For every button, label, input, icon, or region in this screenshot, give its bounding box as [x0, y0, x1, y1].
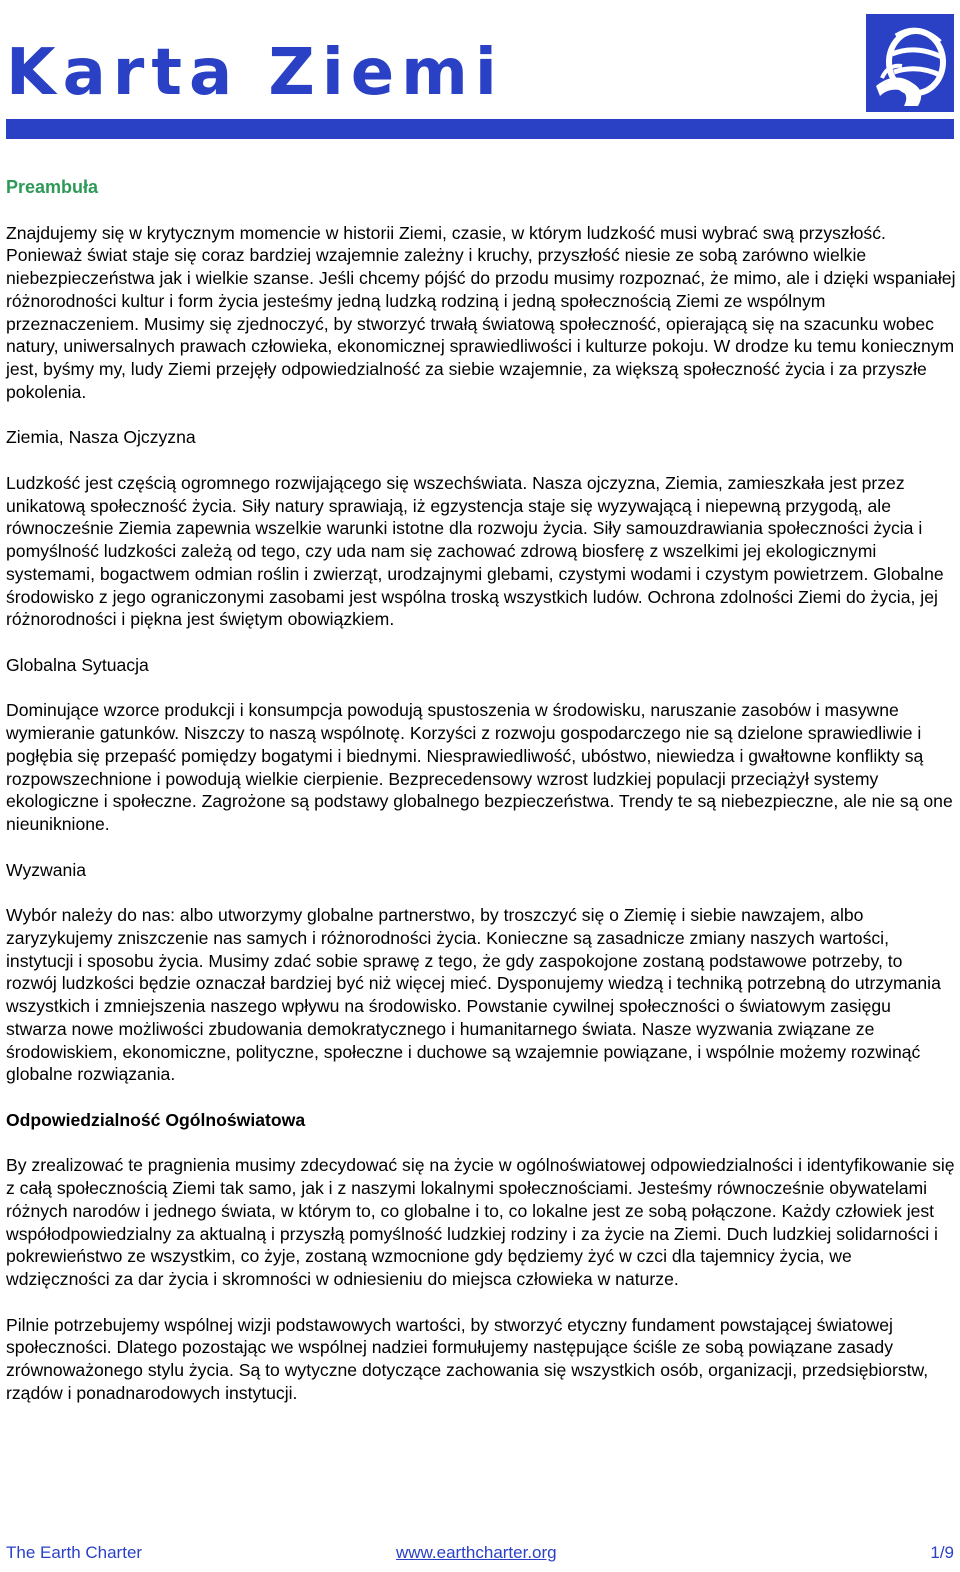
footer-website-link[interactable]: www.earthcharter.org [396, 1543, 557, 1562]
responsibility-paragraph-2: Pilnie potrzebujemy wspólnej wizji podstawowych wartości, by stworzyć etyczny fundament powstającej światowej społeczności. Dlatego pozostając we wspólnej nadziei formułujemy następujące ściśle ze sobą powiązane zasady zrównoważonego stylu życia. Są to wytyczne dotyczące zachowania się wszystkich osób, organizacji, przedsiębiorstw, rządów i ponadnarodowych instytucji. [6, 1314, 929, 1403]
preamble-paragraph: Znajdujemy się w krytycznym momencie w historii Ziemi, czasie, w którym ludzkość musi wybrać swą przyszłość. Ponieważ świat staje się coraz bardziej wzajemnie zależny i kruchy, przyszłość niesie ze sobą zarówno wielkie niebezpieczeństwa jak i wielkie szanse. Jeśli chcemy pójść do przodu musimy rozpoznać, że mimo, ale i dzięki wspaniałej różnorodności kultur i form życia jesteśmy jedną ludzką rodziną i jedną społecznością Ziemi ze wspólnym przeznaczeniem. Musimy się zjednoczyć, by stworzyć trwałą światową społeczność, opierającą się na szacunku wobec natury, uniwersalnych prawach człowieka, ekonomicznej sprawiedliwości i kulturze pokoju. W drodze ku temu koniecznym jest, byśmy my, ludy Ziemi przejęły odpowiedzialność za siebie wzajemnie, za większą społeczność życia i za przyszłe pokolenia. [6, 222, 956, 402]
footer-publisher: The Earth Charter [6, 1543, 143, 1562]
global-situation-heading: Globalna Sytuacja [6, 654, 149, 675]
preamble-heading: Preambuła [6, 177, 99, 197]
document-body [6, 176, 956, 1427]
global-situation-paragraph: Dominujące wzorce produkcji i konsumpcja powodują spustoszenia w środowisku, naruszanie zasobów i masywne wymieranie gatunków. Niszczy to naszą wspólnotę. Korzyści z rozwoju gospodarczego nie są dzielone sprawiedliwie i pogłębia się przepaść pomiędzy bogatymi i biednymi. Niesprawiedliwość, ubóstwo, niewiedza i gwałtowne konflikty są rozpowszechnione i powodują wielkie cierpienie. Bezprecedensowy wzrost ludzkiej populacji przeciążył systemy ekologiczne i społeczne. Zagrożone są podstawy globalnego bezpieczeństwa. Trendy te są niebezpieczne, ale nie są one nieuniknione. [6, 700, 953, 834]
challenges-heading: Wyzwania [6, 859, 87, 880]
responsibility-heading: Odpowiedzialność Ogólnoświatowa [6, 1109, 306, 1130]
page-title: Karta Ziemi [6, 36, 504, 110]
header-divider-bar [6, 119, 954, 139]
page-footer [6, 1542, 954, 1564]
earth-charter-logo-icon [866, 14, 954, 112]
earth-paragraph: Ludzkość jest częścią ogromnego rozwijającego się wszechświata. Nasza ojczyzna, Ziemia, zamieszkała jest przez unikatową społeczność życia. Siły natury sprawiają, iż egzystencja staje się wyzywającą i niepewną przygodą, ale równocześnie Ziemia zapewnia wszelkie warunki istotne dla rozwoju życia. Siły samouzdrawiania społeczności życia i pomyślność ludzkości zależą od tego, czy uda nam się zachować zdrową biosferę z wszelkimi jej ekologicznymi systemami, bogactwem odmian roślin i zwierząt, urodzajnymi glebami, czystymi wodami i czystym powietrzem. Globalne środowisko z jego ograniczonymi zasobami jest wspólna troską wszystkich ludów. Ochrona zdolności Ziemi do życia, jej różnorodności i piękna jest świętym obowiązkiem. [6, 472, 944, 630]
challenges-paragraph: Wybór należy do nas: albo utworzymy globalne partnerstwo, by troszczyć się o Ziemię i siebie nawzajem, albo zaryzykujemy zniszczenie nas samych i różnorodności życia. Konieczne są zasadnicze zmiany naszych wartości, instytucji i sposobu życia. Musimy zdać sobie sprawę z tego, że gdy zaspokojone zostaną podstawowe potrzeby, to rozwój ludzkości będzie oznaczał bardziej być niż więcej mieć. Dysponujemy wiedzą i techniką potrzebną do utrzymania wszystkich i zmniejszenia naszego wpływu na środowisko. Powstanie cywilnej społeczności o światowym zasięgu stwarza nowe możliwości zbudowania demokratycznego i humanitarnego świata. Nasze wyzwania związane ze środowiskiem, ekonomiczne, polityczne, społeczne i duchowe są wzajemnie powiązane, i wspólnie możemy rozwinąć globalne rozwiązania. [6, 905, 941, 1085]
page-number: 1/9 [930, 1543, 954, 1562]
responsibility-paragraph-1: By zrealizować te pragnienia musimy zdecydować się na życie w ogólnoświatowej odpowiedzialności i identyfikowanie się z całą społecznością Ziemi tak samo, jak i z naszymi lokalnymi społecznościami. Jesteśmy równocześnie obywatelami różnych narodów i jednego świata, w którym to, co globalne i to, co lokalne jest ze sobą połączone. Każdy człowiek jest współodpowiedzialny za aktualną i przyszłą pomyślność ludzkiej rodziny i za życie na Ziemi. Duch ludzkiej solidarności i pokrewieństwo ze wszystkim, co żyje, zostaną wzmocnione gdy będziemy żyć w czci dla tajemnicy życia, we wdzięczności za dar życia i skromności w odniesieniu do miejsca człowieka w naturze. [6, 1155, 955, 1289]
earth-heading: Ziemia, Nasza Ojczyzna [6, 427, 196, 448]
